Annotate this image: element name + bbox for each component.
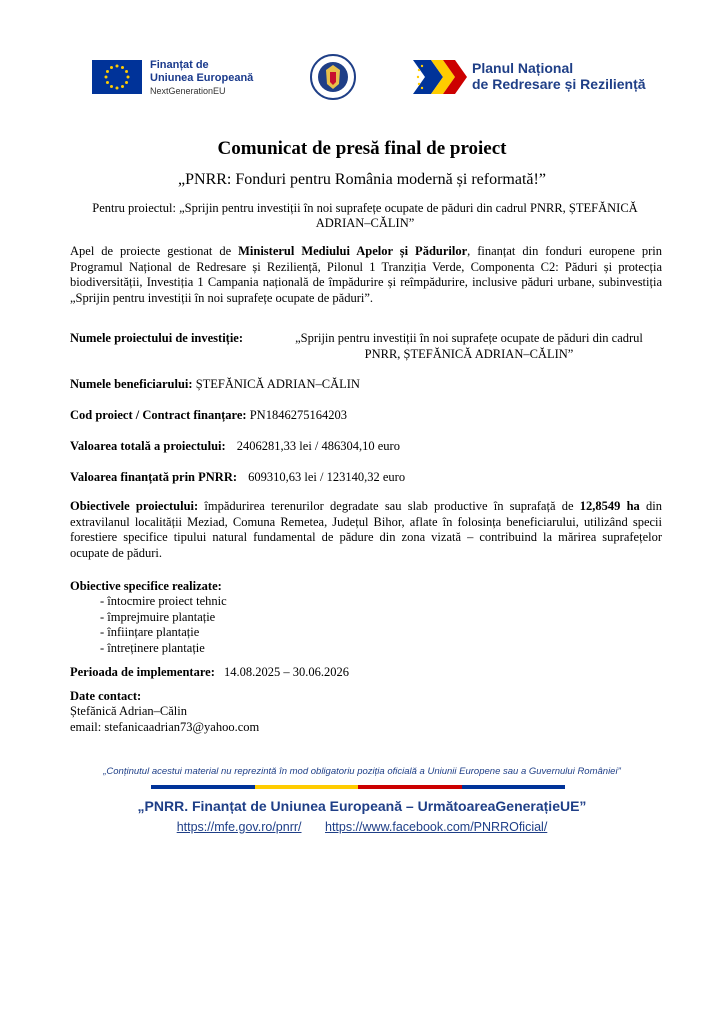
eu-star bbox=[105, 76, 108, 79]
beneficiary-label: Numele beneficiarului: bbox=[70, 377, 193, 391]
pnrr-logo-line2: de Redresare și Reziliență bbox=[472, 76, 646, 92]
period-value: 14.08.2025 – 30.06.2026 bbox=[224, 665, 349, 679]
pnrr-logo-icon bbox=[413, 60, 469, 94]
disclaimer-text: „Conținutul acestui material nu reprezintă în mod obligatoriu poziția oficială a Uniunii Europene sau a Guvernului României” bbox=[103, 766, 621, 777]
financed-value-row bbox=[70, 470, 405, 486]
intro-part1: Apel de proiecte gestionat de bbox=[70, 244, 239, 258]
eu-star bbox=[116, 65, 119, 68]
objectives-paragraph bbox=[70, 499, 662, 561]
eu-star bbox=[106, 70, 109, 73]
eu-star bbox=[125, 81, 128, 84]
intro-paragraph bbox=[70, 244, 662, 306]
financed-value-value: 609310,63 lei / 123140,32 euro bbox=[248, 470, 406, 484]
footer-links bbox=[0, 820, 724, 834]
eu-star bbox=[116, 87, 119, 90]
intro-part2: , finanțat din fonduri europene prin Programul Național de Redresare și Reziliență, Pilonul 1 Tranziția Verde, Componenta C2: Păduri și protecția biodiversității, Investiția 1 Campania națională de împădurire și reîmpădurire, inclusive păduri urbane, subinvestiția „Sprijin pentru investiții în noi suprafețe ocupate de păduri”. bbox=[70, 244, 662, 305]
project-code-label: Cod proiect / Contract finanțare: bbox=[70, 408, 247, 422]
objectives-area: 12,8549 ha bbox=[579, 499, 640, 513]
mfe-link[interactable]: https://mfe.gov.ro/pnrr/ bbox=[176, 820, 302, 834]
financed-value-label: Valoarea finanțată prin PNRR: bbox=[70, 470, 238, 484]
eu-star bbox=[121, 66, 124, 69]
specific-objectives-list bbox=[100, 594, 227, 656]
ministry-name: Ministerul Mediului Apelor și Pădurilor bbox=[238, 244, 468, 258]
specific-objectives-label: Obiective specifice realizate: bbox=[70, 579, 222, 593]
stripe-segment bbox=[462, 785, 566, 789]
list-item: - înființare plantație bbox=[100, 625, 200, 639]
total-value-row bbox=[70, 439, 400, 455]
contact-name: Ștefănică Adrian–Călin bbox=[70, 704, 187, 718]
eu-logo-line1: Finanțat de bbox=[150, 59, 209, 71]
stripe-segment bbox=[151, 785, 255, 789]
objectives-part2: din extravilanul localității Meziad, Comuna Remetea, Județul Bihor, aflate în folosința beneficiarului, utilizând specii forestiere specifice tipului natural fundamental de pădure din zona vizată – contribuind la mărirea suprafețelor ocupate de păduri. bbox=[70, 499, 663, 560]
pnrr-logo-line1: Planul Național bbox=[472, 60, 574, 76]
pnrr-slogan: „PNRR. Finanțat de Uniunea Europeană – UrmătoareaGenerațieUE” bbox=[137, 798, 587, 814]
list-item: - întocmire proiect tehnic bbox=[100, 594, 227, 608]
eu-star bbox=[121, 85, 124, 88]
investment-name-value: „Sprijin pentru investiții în noi suprafețe ocupate de păduri din cadrul PNRR, ȘTEFĂNICĂ ADRIAN–CĂLIN” bbox=[295, 331, 643, 361]
eu-logo-line3: NextGenerationEU bbox=[150, 86, 226, 96]
objectives-label: Obiectivele proiectului: bbox=[70, 499, 199, 513]
beneficiary-value: ȘTEFĂNICĂ ADRIAN–CĂLIN bbox=[195, 377, 360, 391]
pnrr-logo-text bbox=[472, 60, 646, 92]
period-label: Perioada de implementare: bbox=[70, 665, 215, 679]
stripe-segment bbox=[255, 785, 359, 789]
project-code-value: PN1846275164203 bbox=[249, 408, 347, 422]
total-value-value: 2406281,33 lei / 486304,10 euro bbox=[236, 439, 400, 453]
eu-flag-icon bbox=[92, 60, 142, 94]
eu-funding-logo-text bbox=[150, 59, 253, 97]
eu-star bbox=[125, 70, 128, 73]
list-item: - împrejmuire plantație bbox=[100, 609, 216, 624]
facebook-link[interactable]: https://www.facebook.com/PNRROficial/ bbox=[325, 820, 548, 834]
period-row bbox=[70, 665, 349, 680]
eu-star bbox=[127, 76, 130, 79]
project-code-row bbox=[70, 408, 347, 424]
list-item: - întreținere plantație bbox=[100, 640, 205, 655]
eu-logo-line2: Uniunea Europeană bbox=[150, 72, 254, 84]
total-value-label: Valoarea totală a proiectului: bbox=[70, 439, 226, 453]
beneficiary-row bbox=[70, 377, 360, 393]
objectives-part1: împădurirea terenurilor degradate sau slab productive în suprafață de bbox=[198, 499, 580, 513]
eu-star bbox=[106, 81, 109, 84]
contact-label: Date contact: bbox=[70, 689, 142, 703]
contact-email: email: stefanicaadrian73@yahoo.com bbox=[70, 720, 260, 734]
eu-star bbox=[110, 66, 113, 69]
stripe-segment bbox=[358, 785, 462, 789]
government-seal-icon bbox=[310, 54, 356, 100]
eu-star bbox=[110, 85, 113, 88]
color-stripe bbox=[151, 785, 565, 789]
document-title: Comunicat de presă final de proiect bbox=[217, 138, 507, 159]
investment-name-label: Numele proiectului de investiție: bbox=[70, 331, 244, 345]
project-line: Pentru proiectul: „Sprijin pentru investiții în noi suprafețe ocupate de păduri din cadrul PNRR, ȘTEFĂNICĂ ADRIAN–CĂLIN” bbox=[92, 201, 638, 230]
document-subtitle: „PNRR: Fonduri pentru România modernă și reformată!” bbox=[178, 171, 546, 188]
